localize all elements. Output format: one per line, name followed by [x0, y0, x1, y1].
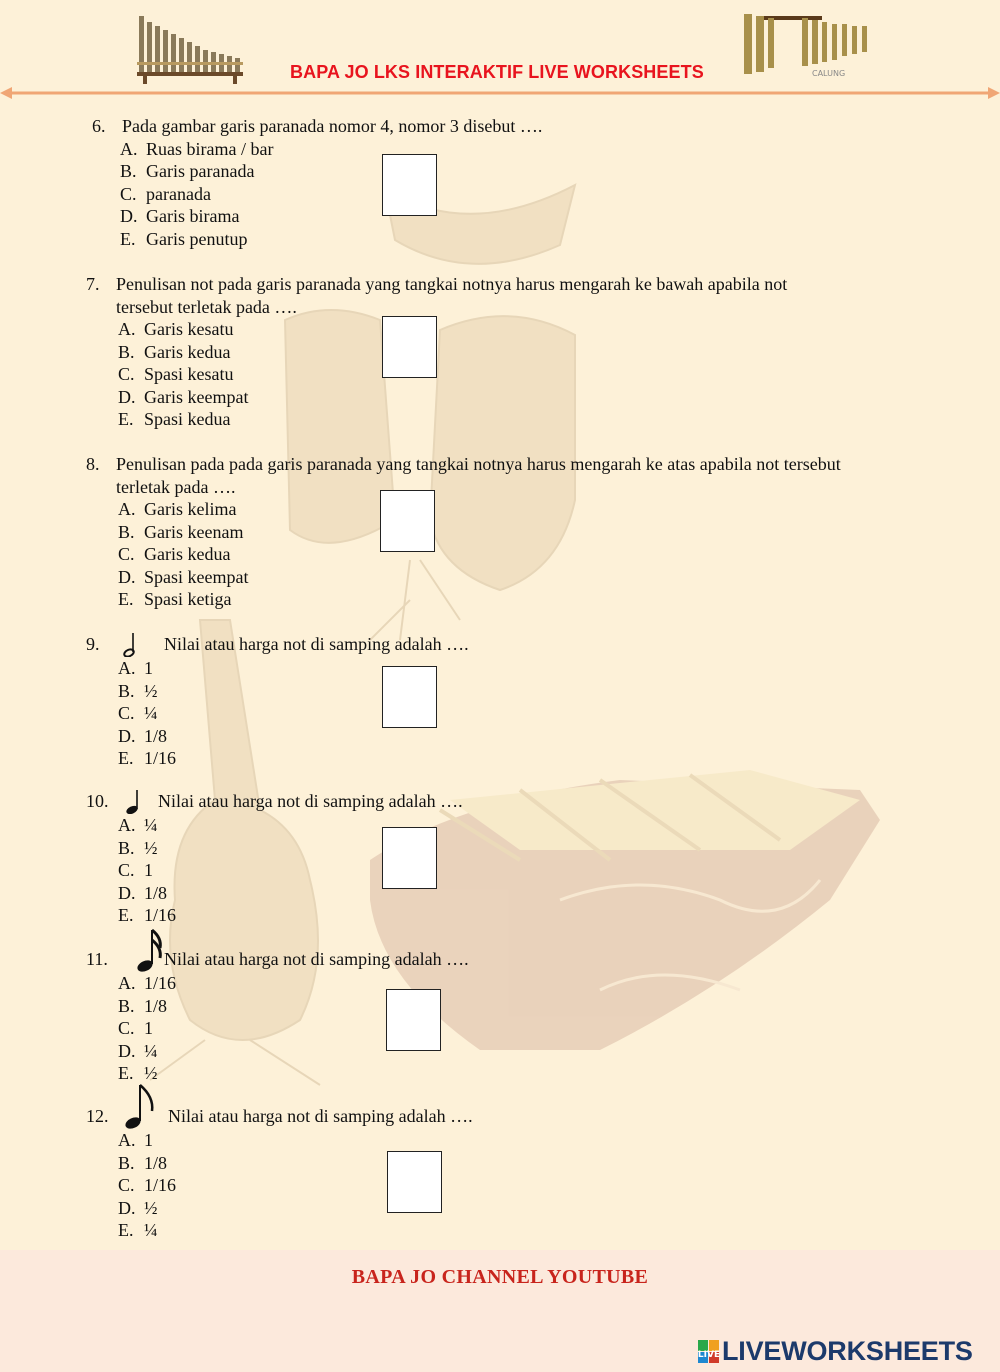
- worksheet-footer: [0, 1250, 1000, 1372]
- option-letter: B.: [118, 341, 135, 362]
- question-number: 9.: [86, 634, 100, 654]
- question-number: 12.: [86, 1106, 109, 1126]
- answer-box-9[interactable]: [382, 666, 437, 728]
- option-letter: C.: [118, 544, 135, 564]
- option-letter: D.: [118, 1197, 136, 1218]
- half-note-icon: [122, 633, 164, 657]
- option-text: Garis keenam: [144, 521, 244, 542]
- option-text: 1/8: [144, 882, 168, 903]
- option-text: ½: [144, 680, 158, 701]
- question-text-continued: tersebut terletak pada ….: [116, 296, 297, 317]
- liveworksheets-brand[interactable]: [698, 1336, 973, 1367]
- option-text: Garis penutup: [146, 228, 248, 249]
- option-letter: A.: [118, 815, 136, 835]
- option-text: Garis keempat: [144, 386, 249, 407]
- option-text: 1/8: [144, 725, 168, 746]
- option-text: 1: [144, 1018, 153, 1038]
- gamelan-logo-icon: [135, 10, 245, 84]
- option-letter: D.: [118, 882, 136, 903]
- question-number: 11.: [86, 949, 108, 969]
- header-divider: [0, 86, 1000, 100]
- answer-box-10[interactable]: [382, 827, 437, 889]
- option-text: 1/16: [144, 1175, 177, 1195]
- option-letter: E.: [118, 1220, 134, 1240]
- quarter-note-icon: [122, 790, 158, 814]
- option-letter: D.: [118, 725, 136, 746]
- question-text: Nilai atau harga not di samping adalah ….: [158, 791, 463, 811]
- option-text: ¼: [144, 1220, 158, 1240]
- question-6: [92, 115, 542, 250]
- option-text: Garis kelima: [144, 499, 237, 519]
- option-text: Spasi ketiga: [144, 589, 232, 609]
- option-text: 1/16: [144, 973, 177, 993]
- answer-box-6[interactable]: [382, 154, 437, 216]
- liveworksheets-logo-mark: LIVE: [698, 1349, 720, 1360]
- option-text: Spasi kesatu: [144, 364, 234, 384]
- option-text: Garis kedua: [144, 544, 231, 564]
- question-text: Penulisan pada pada garis paranada yang tangkai notnya harus mengarah ke atas apabila not tersebut: [116, 454, 841, 474]
- option-letter: B.: [120, 161, 137, 181]
- option-letter: B.: [118, 995, 135, 1016]
- option-text: ½: [144, 837, 158, 858]
- option-letter: C.: [118, 1175, 135, 1195]
- question-text: Penulisan not pada garis paranada yang tangkai notnya harus mengarah ke bawah apabila not: [116, 274, 788, 294]
- calung-caption: CALUNG: [812, 69, 846, 78]
- option-letter: E.: [118, 409, 134, 429]
- option-text: Ruas birama / bar: [146, 138, 274, 159]
- liveworksheets-wordmark: LIVEWORKSHEETS: [722, 1336, 973, 1366]
- option-letter: D.: [120, 206, 138, 226]
- option-text: 1: [144, 1130, 153, 1150]
- answer-box-11[interactable]: [386, 989, 441, 1051]
- question-number: 8.: [86, 454, 100, 474]
- question-text: Nilai atau harga not di samping adalah ….: [164, 949, 469, 969]
- option-letter: B.: [118, 837, 135, 858]
- option-text: Garis kesatu: [144, 319, 234, 339]
- option-text: ½: [144, 1063, 158, 1083]
- option-letter: A.: [118, 319, 136, 339]
- answer-box-7[interactable]: [382, 316, 437, 378]
- option-text: paranada: [146, 183, 211, 204]
- question-text-continued: terletak pada ….: [116, 476, 236, 497]
- option-text: Garis paranada: [146, 161, 255, 181]
- option-letter: B.: [118, 1152, 135, 1173]
- question-text: Nilai atau harga not di samping adalah ….: [164, 634, 469, 654]
- calung-logo-icon: [742, 10, 870, 80]
- option-text: ¼: [144, 703, 158, 723]
- option-text: ½: [144, 1197, 158, 1218]
- option-letter: E.: [118, 905, 134, 925]
- option-letter: E.: [120, 228, 136, 249]
- option-letter: A.: [118, 499, 136, 519]
- option-text: 1: [144, 860, 153, 880]
- option-text: Garis birama: [146, 206, 240, 226]
- option-letter: A.: [118, 658, 136, 678]
- option-text: Garis kedua: [144, 341, 231, 362]
- option-letter: A.: [120, 138, 138, 159]
- sixteenth-note-icon: [122, 948, 164, 972]
- option-letter: C.: [118, 860, 135, 880]
- question-text: Pada gambar garis paranada nomor 4, nomor 3 disebut ….: [122, 116, 543, 136]
- option-letter: A.: [118, 1130, 136, 1150]
- question-number: 6.: [92, 116, 106, 136]
- option-letter: E.: [118, 748, 134, 768]
- option-text: 1/8: [144, 995, 168, 1016]
- option-text: Spasi keempat: [144, 566, 249, 587]
- option-text: ¼: [144, 1040, 158, 1061]
- option-letter: C.: [120, 183, 137, 204]
- header-title: BAPA JO LKS INTERAKTIF LIVE WORKSHEETS: [290, 62, 704, 82]
- option-letter: E.: [118, 1063, 134, 1083]
- answer-box-8[interactable]: [380, 490, 435, 552]
- option-text: 1/16: [144, 748, 177, 768]
- eighth-note-icon: [122, 1105, 168, 1129]
- option-text: 1: [144, 658, 153, 678]
- option-letter: B.: [118, 680, 135, 701]
- liveworksheets-logo-icon: [698, 1340, 720, 1364]
- answer-box-12[interactable]: [387, 1151, 442, 1213]
- question-number: 7.: [86, 274, 100, 294]
- option-letter: D.: [118, 566, 136, 587]
- option-text: ¼: [144, 815, 158, 835]
- option-letter: C.: [118, 703, 135, 723]
- option-letter: B.: [118, 521, 135, 542]
- option-letter: E.: [118, 589, 134, 609]
- question-8: [86, 453, 841, 611]
- option-text: 1/8: [144, 1152, 168, 1173]
- option-text: 1/16: [144, 905, 177, 925]
- option-letter: C.: [118, 364, 135, 384]
- option-letter: D.: [118, 1040, 136, 1061]
- option-letter: C.: [118, 1018, 135, 1038]
- footer-title: BAPA JO CHANNEL YOUTUBE: [351, 1266, 649, 1288]
- worksheet-header: [0, 0, 1000, 104]
- option-letter: D.: [118, 386, 136, 407]
- option-text: Spasi kedua: [144, 409, 231, 429]
- option-letter: A.: [118, 973, 136, 993]
- question-text: Nilai atau harga not di samping adalah ….: [168, 1106, 473, 1126]
- question-number: 10.: [86, 791, 109, 811]
